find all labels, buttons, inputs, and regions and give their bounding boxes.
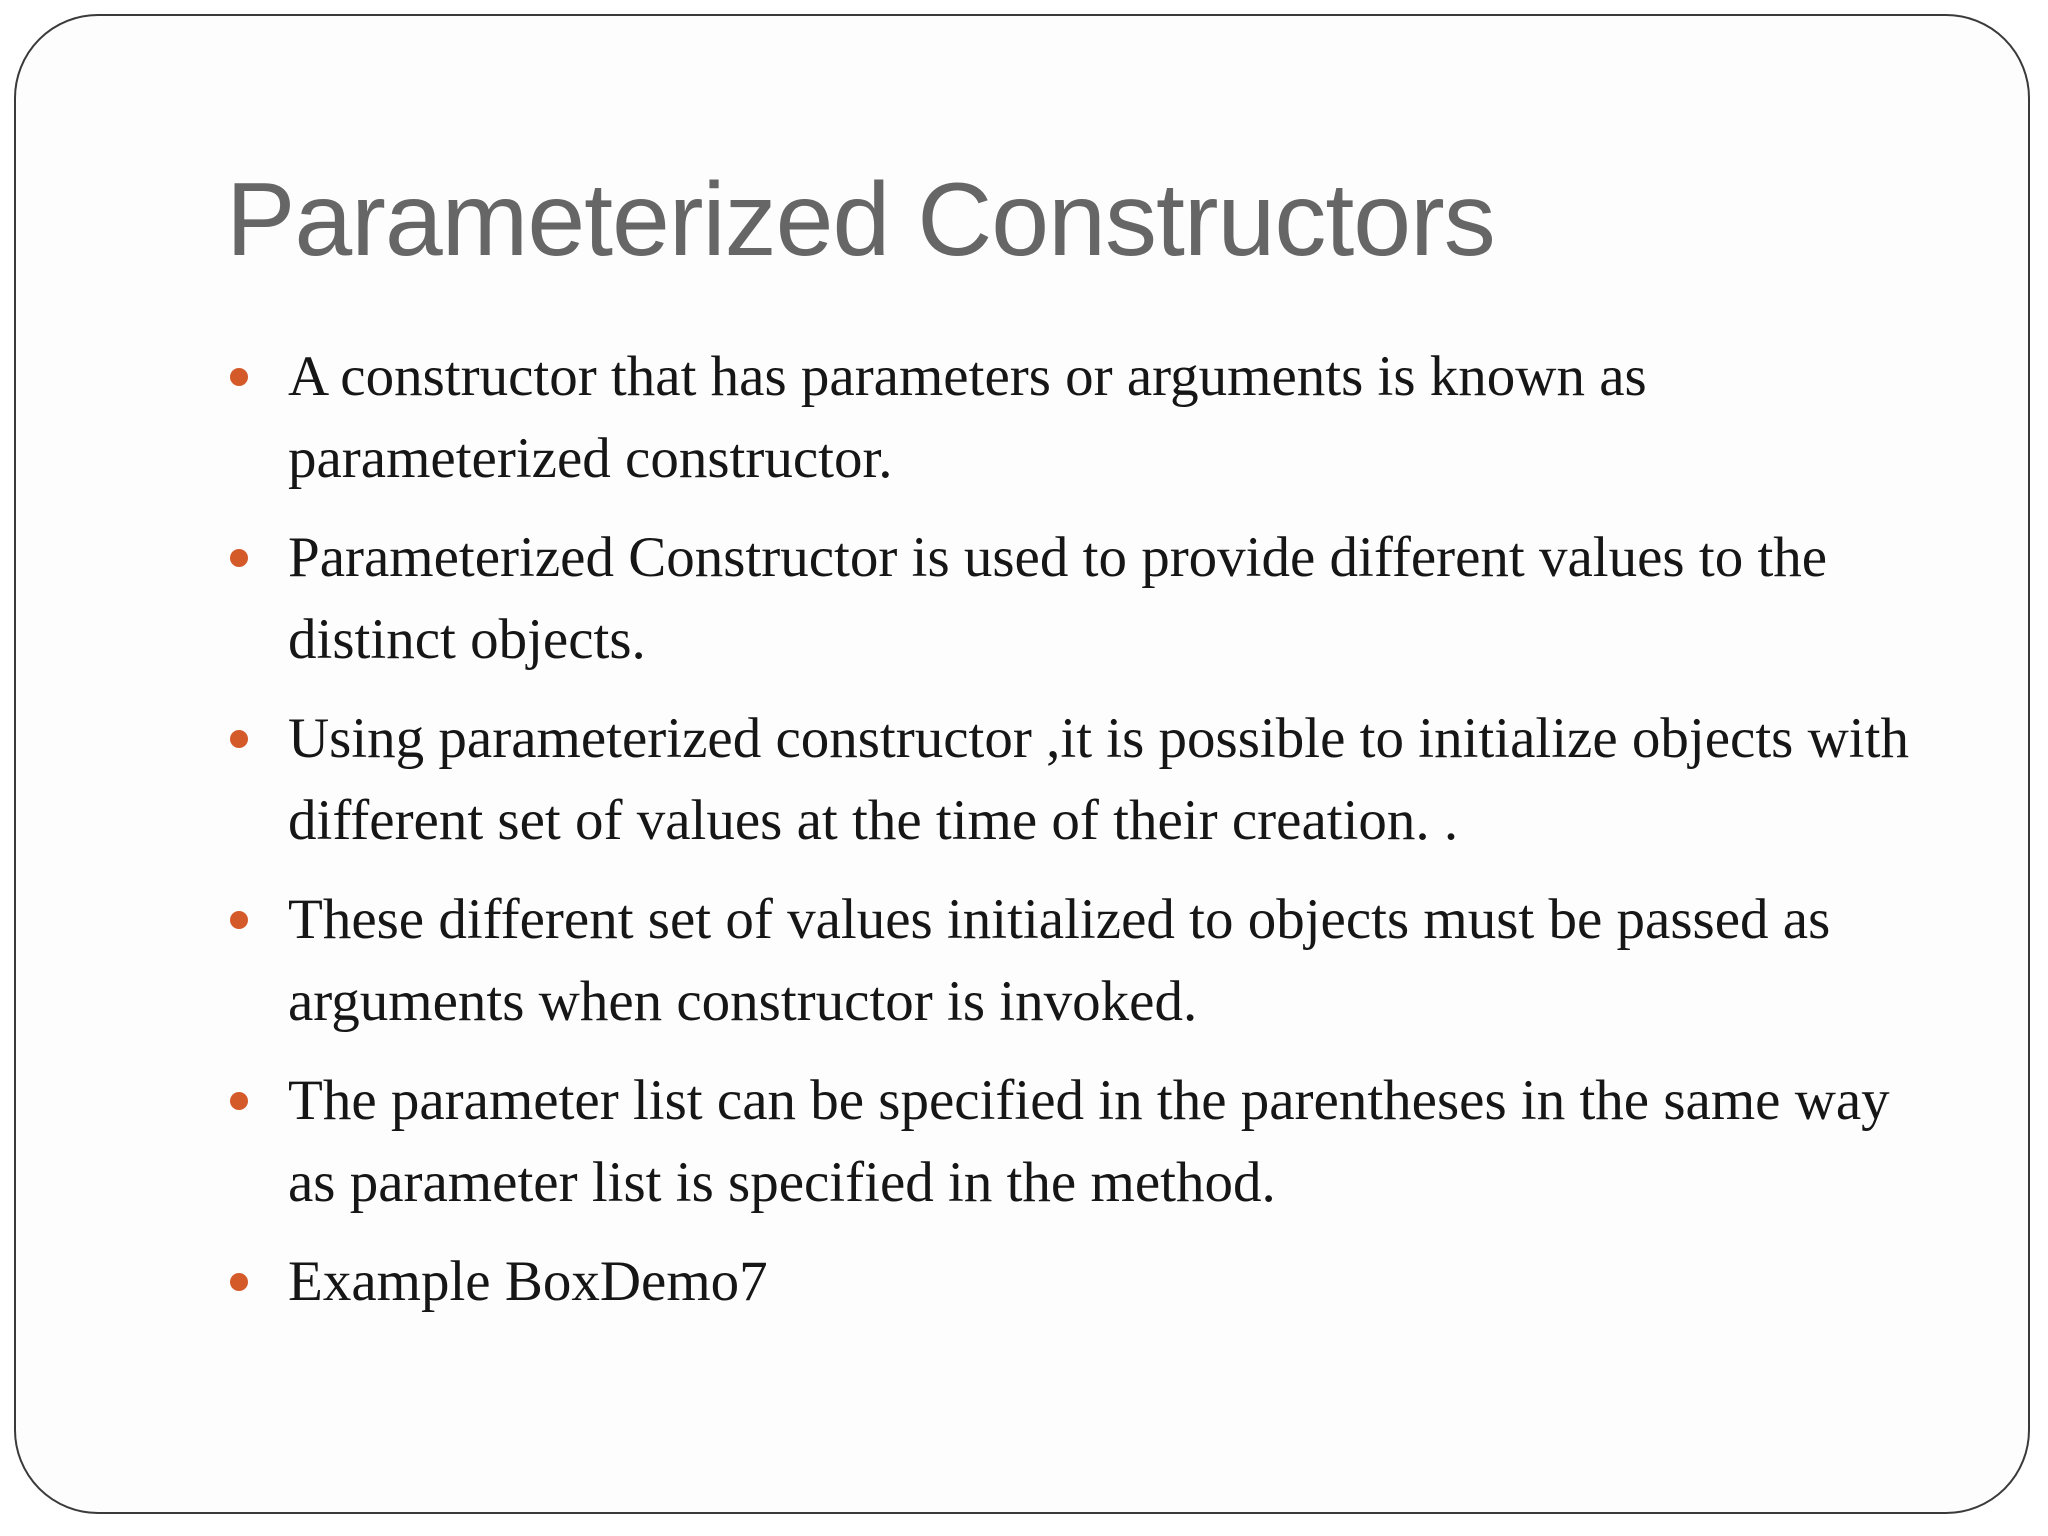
- bullet-dot-icon: [230, 730, 248, 748]
- bullet-text: A constructor that has parameters or arguments is known as parameterized constructor.: [288, 345, 1647, 490]
- bullet-dot-icon: [230, 1273, 248, 1291]
- bullet-item: [226, 1241, 1946, 1323]
- bullet-dot-icon: [230, 911, 248, 929]
- bullet-dot-icon: [230, 1092, 248, 1110]
- bullet-item: [226, 698, 1946, 862]
- slide-title: Parameterized Constructors: [226, 162, 1495, 278]
- bullet-list: [226, 336, 1946, 1340]
- bullet-dot-icon: [230, 368, 248, 386]
- bullet-text: Example BoxDemo7: [288, 1250, 768, 1313]
- bullet-text: Using parameterized constructor ,it is possible to initialize objects with different set of values at the time of their creation. .: [288, 707, 1909, 852]
- bullet-text: These different set of values initialized to objects must be passed as arguments when constructor is invoked.: [288, 888, 1831, 1033]
- bullet-text: The parameter list can be specified in the parentheses in the same way as parameter list is specified in the method.: [288, 1069, 1890, 1214]
- bullet-item: [226, 336, 1946, 500]
- bullet-text: Parameterized Constructor is used to provide different values to the distinct objects.: [288, 526, 1828, 671]
- bullet-item: [226, 879, 1946, 1043]
- bullet-item: [226, 517, 1946, 681]
- bullet-item: [226, 1060, 1946, 1224]
- bullet-dot-icon: [230, 549, 248, 567]
